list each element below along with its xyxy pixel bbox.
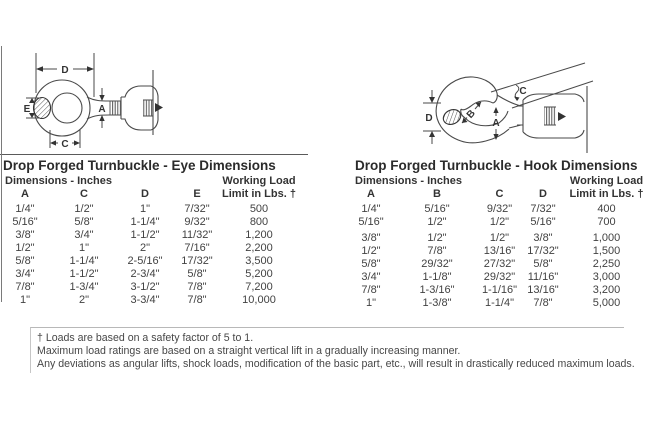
dimension-label-e: E <box>23 104 31 115</box>
table-cell: 1/2" <box>427 232 447 244</box>
table-cell: 3-1/2" <box>130 281 160 293</box>
eye-table-subheader <box>0 175 296 188</box>
table-cell: 9/32" <box>184 216 210 228</box>
table-cell: 1,000 <box>592 232 621 244</box>
table-cell: 1,500 <box>592 245 621 257</box>
table-cell: 1" <box>139 203 151 215</box>
working-load-label: Working Load <box>569 175 644 187</box>
column-header-a: A <box>21 188 29 200</box>
thread-section <box>143 100 153 116</box>
dimension-label-d: D <box>61 65 69 76</box>
table-cell: 5/16" <box>12 216 38 228</box>
table-cell: 1/4" <box>361 203 381 215</box>
dimension-label-c: C <box>519 86 527 97</box>
table-cell: 1/2" <box>15 242 35 254</box>
eye-dimensions-table <box>0 156 296 307</box>
table-cell: 1/2" <box>361 245 381 257</box>
table-cell: 1-1/8" <box>422 271 452 283</box>
table-cell: 3/4" <box>361 271 381 283</box>
table-cell: 7/8" <box>187 281 207 293</box>
table-cell: 10,000 <box>242 294 276 306</box>
table-row <box>0 229 296 242</box>
working-load-limit-label: Limit in Lbs. † <box>569 188 644 200</box>
table-cell: 1/2" <box>427 216 447 228</box>
table-cell: 3/8" <box>533 232 553 244</box>
table-cell: 2-3/4" <box>130 268 160 280</box>
table-cell: 29/32" <box>421 258 453 270</box>
cross-section-hatch <box>441 107 463 127</box>
working-load-limit-label: Limit in Lbs. † <box>222 188 296 200</box>
thread-pointer-arrow <box>558 112 566 121</box>
table-row <box>345 258 649 271</box>
column-header-c: C <box>80 188 88 200</box>
table-cell: 7,200 <box>245 281 273 293</box>
table-cell: 1-1/2" <box>130 229 160 241</box>
table-cell: 2,200 <box>245 242 273 254</box>
footnotes-box <box>30 327 635 373</box>
table-cell: 3,500 <box>245 255 273 267</box>
hook-table-rows <box>345 203 649 310</box>
footnote-load-ratings: Maximum load ratings are based on a straight vertical lift in a gradually increasing manner. <box>37 345 461 357</box>
table-row <box>345 216 649 229</box>
cross-section-hatch <box>34 98 51 119</box>
table-cell: 27/32" <box>483 258 516 270</box>
table-cell: 5/16" <box>424 203 450 215</box>
table-cell: 5/8" <box>74 216 94 228</box>
table-cell: 29/32" <box>483 271 516 283</box>
footnote-safety-factor: † Loads are based on a safety factor of 5 to 1. <box>37 332 254 344</box>
table-cell: 7/8" <box>361 284 381 296</box>
table-cell: 1/2" <box>489 232 510 244</box>
table-cell: 3/4" <box>74 229 94 241</box>
dimension-lines <box>423 63 593 144</box>
hook-turnbuckle-diagram <box>413 56 603 166</box>
table-cell: 1" <box>78 242 90 254</box>
table-cell: 3,000 <box>592 271 621 283</box>
dimension-label-a: A <box>98 104 106 115</box>
table-cell: 1-1/16" <box>481 284 518 296</box>
hook-column-headers <box>345 188 649 201</box>
table-row <box>0 216 296 229</box>
table-cell: 400 <box>597 203 616 215</box>
dimension-label-c: C <box>61 139 69 150</box>
table-cell: 17/32" <box>527 245 559 257</box>
table-cell: 2,250 <box>592 258 621 270</box>
working-load-label: Working Load <box>222 175 296 187</box>
table-row <box>345 245 649 258</box>
table-cell: 5/8" <box>361 258 381 270</box>
table-cell: 2" <box>139 242 151 254</box>
footnote-deviations: Any deviations as angular lifts, shock loads, modification of the basic part, etc., will result in drastically reduced maximum loads. <box>37 358 635 370</box>
table-cell: 7/32" <box>530 203 556 215</box>
table-cell: 5/16" <box>530 216 556 228</box>
table-cell: 13/16" <box>483 245 516 257</box>
table-row <box>0 281 296 294</box>
table-row <box>0 268 296 281</box>
table-cell: 5,200 <box>245 268 273 280</box>
table-cell: 1-1/4" <box>130 216 160 228</box>
table-cell: 7/8" <box>427 245 447 257</box>
table-cell: 11/16" <box>527 271 559 283</box>
table-cell: 1-1/4" <box>69 255 99 267</box>
eye-body-outline <box>34 70 158 136</box>
table-cell: 5/8" <box>187 268 207 280</box>
table-cell: 5,000 <box>592 297 621 309</box>
eye-table-title: Drop Forged Turnbuckle - Eye Dimensions <box>3 158 276 173</box>
table-cell: 2" <box>78 294 90 306</box>
table-cell: 7/8" <box>533 297 553 309</box>
thread-section <box>109 101 121 115</box>
eye-section-top-border <box>0 154 308 155</box>
table-cell: 5/16" <box>358 216 384 228</box>
table-cell: 5/8" <box>15 255 35 267</box>
column-header-e: E <box>193 188 201 200</box>
table-cell: 13/16" <box>527 284 559 296</box>
eye-turnbuckle-diagram <box>5 40 170 162</box>
dimensions-inches-label: Dimensions - Inches <box>5 175 112 187</box>
table-row <box>0 255 296 268</box>
dimension-label-d: D <box>425 113 433 124</box>
table-cell: 1" <box>365 297 377 309</box>
table-cell: 7/16" <box>184 242 210 254</box>
table-cell: 7/8" <box>187 294 207 306</box>
table-cell: 1-3/16" <box>419 284 455 296</box>
table-row <box>345 232 649 245</box>
table-cell: 3/4" <box>15 268 35 280</box>
table-cell: 1/2" <box>489 216 510 228</box>
table-cell: 3,200 <box>592 284 621 296</box>
table-row <box>345 271 649 284</box>
dimension-label-a: A <box>492 118 500 129</box>
table-cell: 3/8" <box>361 232 381 244</box>
table-row <box>345 284 649 297</box>
table-cell: 1-1/2" <box>69 268 99 280</box>
column-header-d: D <box>141 188 149 200</box>
hook-table-title: Drop Forged Turnbuckle - Hook Dimensions <box>355 158 638 173</box>
dimension-label-b: B <box>464 107 478 121</box>
table-cell: 1-1/4" <box>485 297 514 309</box>
table-row <box>0 203 296 216</box>
column-header-c: C <box>495 188 504 200</box>
column-header-d: D <box>539 188 547 200</box>
table-cell: 1-3/8" <box>422 297 452 309</box>
column-header-a: A <box>367 188 375 200</box>
table-cell: 700 <box>597 216 616 228</box>
table-cell: 17/32" <box>181 255 213 267</box>
table-cell: 3-3/4" <box>130 294 160 306</box>
table-cell: 1/4" <box>15 203 35 215</box>
table-row <box>345 297 649 310</box>
hook-dimensions-table <box>345 156 649 310</box>
table-cell: 3/8" <box>15 229 35 241</box>
table-cell: 11/32" <box>181 229 213 241</box>
table-cell: 1-3/4" <box>69 281 99 293</box>
dimensions-inches-label: Dimensions - Inches <box>355 175 462 187</box>
table-cell: 5/8" <box>533 258 553 270</box>
column-header-b: B <box>433 188 441 200</box>
table-cell: 2-5/16" <box>127 255 163 267</box>
thread-pointer-arrow <box>155 103 163 112</box>
table-row <box>0 294 296 307</box>
table-row <box>345 203 649 216</box>
eye-table-rows <box>0 203 296 307</box>
hook-table-subheader <box>345 175 649 188</box>
table-cell: 800 <box>249 216 269 228</box>
eye-column-headers <box>0 188 296 201</box>
table-row <box>0 242 296 255</box>
table-cell: 9/32" <box>486 203 513 215</box>
table-cell: 1/2" <box>74 203 94 215</box>
table-cell: 1" <box>19 294 31 306</box>
table-cell: 7/32" <box>184 203 210 215</box>
thread-section <box>544 107 556 125</box>
table-cell: 7/8" <box>15 281 35 293</box>
table-cell: 500 <box>249 203 269 215</box>
table-cell: 1,200 <box>245 229 273 241</box>
